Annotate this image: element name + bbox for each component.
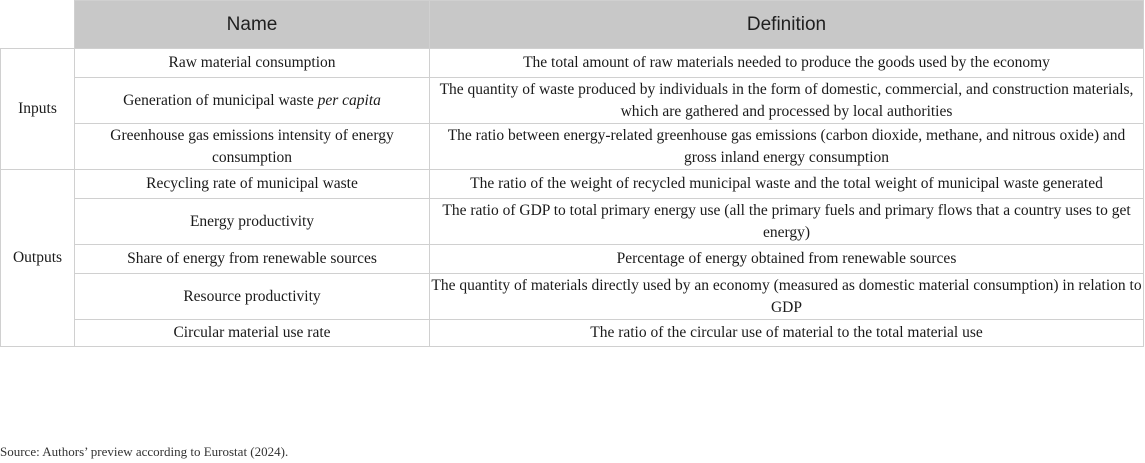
indicator-name [75, 78, 430, 124]
group-label-inputs: Inputs [1, 49, 75, 170]
indicator-name: Resource productivity [75, 274, 430, 320]
indicator-definition: The quantity of waste produced by individuals in the form of domestic, commercial, and construction materials, which are gathered and processed by local authorities [430, 78, 1144, 124]
header-corner-cell [1, 1, 75, 49]
indicator-definition: The ratio of the circular use of material to the total material use [430, 320, 1144, 347]
table-row [1, 170, 1144, 199]
indicator-name: Share of energy from renewable sources [75, 245, 430, 274]
indicator-definition: Percentage of energy obtained from renewable sources [430, 245, 1144, 274]
indicator-name: Energy productivity [75, 199, 430, 245]
table-row [1, 274, 1144, 320]
header-name: Name [75, 1, 430, 49]
table-row [1, 320, 1144, 347]
indicator-name-italic: per capita [317, 91, 381, 109]
header-row [1, 1, 1144, 49]
indicator-definition: The ratio between energy-related greenhouse gas emissions (carbon dioxide, methane, and nitrous oxide) and gross inland energy consumption [430, 124, 1144, 170]
indicator-name: Raw material consumption [75, 49, 430, 78]
group-label-outputs: Outputs [1, 170, 75, 347]
table-row [1, 199, 1144, 245]
table-row [1, 124, 1144, 170]
table-row [1, 49, 1144, 78]
indicator-name: Recycling rate of municipal waste [75, 170, 430, 199]
indicator-definition: The ratio of the weight of recycled municipal waste and the total weight of municipal waste generated [430, 170, 1144, 199]
source-note: Source: Authors’ preview according to Eurostat (2024). [0, 444, 289, 459]
indicator-definition: The ratio of GDP to total primary energy use (all the primary fuels and primary flows that a country uses to get energy) [430, 199, 1144, 245]
indicator-name-text: Generation of municipal waste [123, 91, 318, 109]
indicator-name: Greenhouse gas emissions intensity of energy consumption [75, 124, 430, 170]
indicator-definition: The quantity of materials directly used by an economy (measured as domestic material consumption) in relation to GDP [430, 274, 1144, 320]
indicator-definition: The total amount of raw materials needed to produce the goods used by the economy [430, 49, 1144, 78]
table-row [1, 78, 1144, 124]
indicator-name: Circular material use rate [75, 320, 430, 347]
header-definition: Definition [430, 1, 1144, 49]
table-row [1, 245, 1144, 274]
